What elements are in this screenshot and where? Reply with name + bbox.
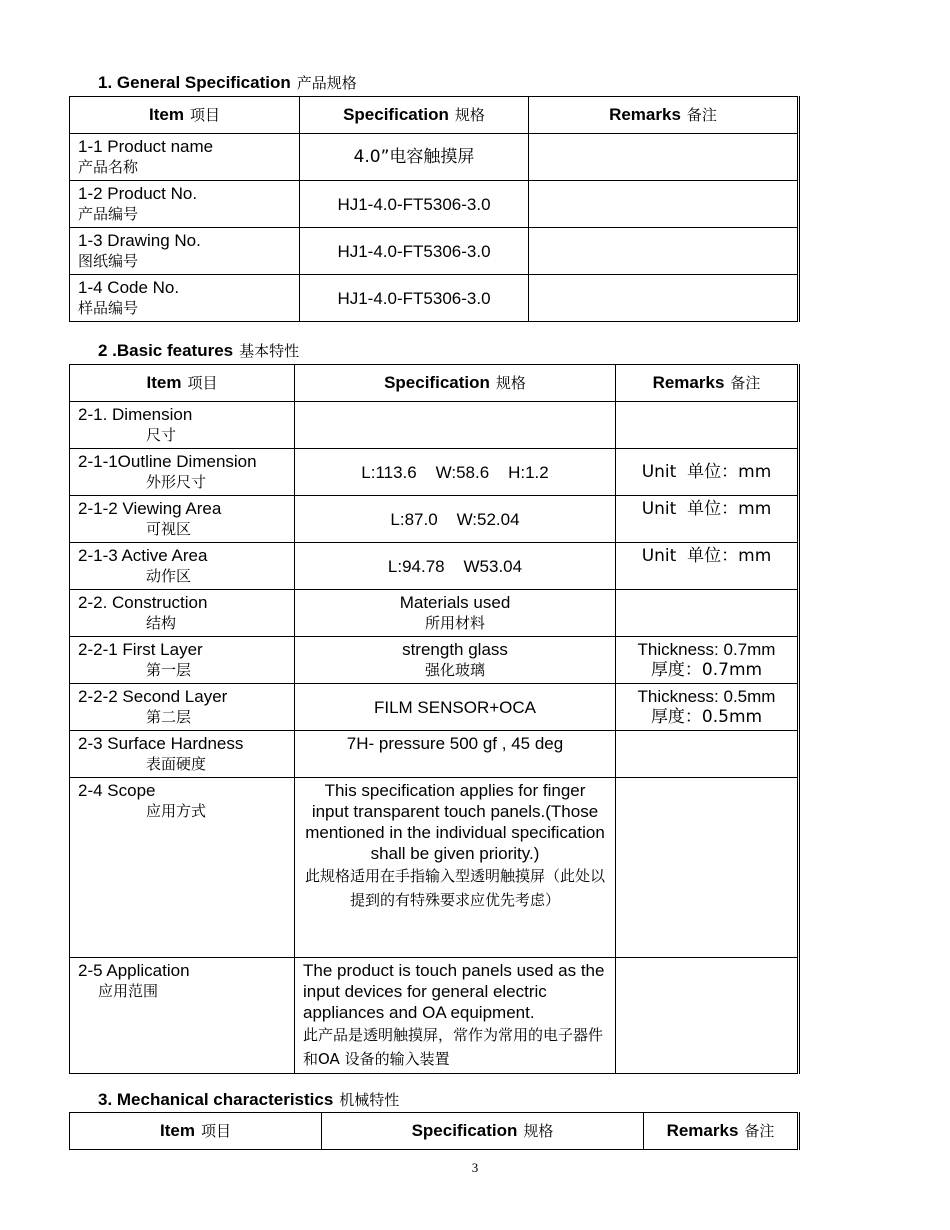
spec-cell: L:94.78 W53.04	[295, 543, 616, 590]
item-cell: 2-1-1Outline Dimension 外形尺寸	[70, 449, 295, 496]
remarks-cell	[616, 958, 799, 1074]
table-header-row	[70, 97, 799, 134]
item-cell: 2-1. Dimension 尺寸	[70, 402, 295, 449]
table-row	[70, 134, 799, 181]
remarks-cell: Unit 单位：mm	[616, 449, 799, 496]
remarks-cell	[529, 181, 799, 228]
header-remarks: Remarks 备注	[644, 1113, 799, 1150]
section2-title-cn: 基本特性	[239, 342, 300, 360]
remarks-cell	[529, 228, 799, 275]
table-row	[70, 958, 799, 1074]
spec-cell: 4.0”电容触摸屏	[300, 134, 529, 181]
header-spec: Specification 规格	[322, 1113, 644, 1150]
item-cell: 2-1-3 Active Area 动作区	[70, 543, 295, 590]
section1-title-cn: 产品规格	[296, 74, 357, 92]
spec-cell: The product is touch panels used as the input devices for general electric appliances and OA equipment. 此产品是透明触摸屏，常作为常用的电子器件和OA 设备的输入装置	[295, 958, 616, 1074]
general-spec-table	[69, 96, 800, 322]
remarks-cell	[616, 402, 799, 449]
table-row	[70, 275, 799, 322]
table-row	[70, 590, 799, 637]
table-row	[70, 181, 799, 228]
section3-heading	[98, 1089, 399, 1110]
mechanical-characteristics-table	[69, 1112, 800, 1150]
table-row	[70, 496, 799, 543]
spec-cell: HJ1-4.0-FT5306-3.0	[300, 275, 529, 322]
remarks-cell	[529, 275, 799, 322]
remarks-cell	[616, 590, 799, 637]
section2-title: 2 .Basic features	[98, 341, 234, 360]
remarks-cell	[616, 731, 799, 778]
section3-title-cn: 机械特性	[339, 1091, 400, 1109]
table-row	[70, 778, 799, 958]
page-number: 3	[471, 1160, 479, 1175]
spec-cell: This specification applies for finger input transparent touch panels.(Those mentioned in the individual specification shall be given priority.) 此规格适用在手指输入型透明触摸屏（此处以提到的有特殊要求应优先考虑）	[295, 778, 616, 958]
header-item: Item 项目	[70, 1113, 322, 1150]
item-cell: 2-4 Scope 应用方式	[70, 778, 295, 958]
item-cell: 2-2-2 Second Layer 第二层	[70, 684, 295, 731]
table-header-row	[70, 1113, 799, 1150]
header-remarks: Remarks 备注	[529, 97, 799, 134]
section3-title: 3. Mechanical characteristics	[98, 1090, 334, 1109]
remarks-cell	[529, 134, 799, 181]
table-row	[70, 402, 799, 449]
table-row	[70, 228, 799, 275]
spec-cell: FILM SENSOR+OCA	[295, 684, 616, 731]
remarks-cell: Thickness: 0.7mm 厚度：0.7mm	[616, 637, 799, 684]
item-cell: 1-4 Code No. 样品编号	[70, 275, 300, 322]
section1-title: 1. General Specification	[98, 73, 291, 92]
spec-cell: strength glass 强化玻璃	[295, 637, 616, 684]
spec-cell: L:113.6 W:58.6 H:1.2	[295, 449, 616, 496]
spec-cell: HJ1-4.0-FT5306-3.0	[300, 181, 529, 228]
remarks-cell: Unit 单位：mm	[616, 496, 799, 543]
header-item: Item 项目	[70, 365, 295, 402]
item-cell: 1-3 Drawing No. 图纸编号	[70, 228, 300, 275]
header-item: Item 项目	[70, 97, 300, 134]
remarks-cell	[616, 778, 799, 958]
header-remarks: Remarks 备注	[616, 365, 799, 402]
table-row	[70, 637, 799, 684]
table-header-row	[70, 365, 799, 402]
item-cell: 2-3 Surface Hardness 表面硬度	[70, 731, 295, 778]
table-row	[70, 731, 799, 778]
table-row	[70, 449, 799, 496]
spec-cell: Materials used 所用材料	[295, 590, 616, 637]
item-cell: 2-5 Application 应用范围	[70, 958, 295, 1074]
item-cell: 1-1 Product name 产品名称	[70, 134, 300, 181]
spec-cell: L:87.0 W:52.04	[295, 496, 616, 543]
spec-cell: 7H- pressure 500 gf , 45 deg	[295, 731, 616, 778]
item-cell: 2-2-1 First Layer 第一层	[70, 637, 295, 684]
item-cell: 1-2 Product No. 产品编号	[70, 181, 300, 228]
spec-cell: HJ1-4.0-FT5306-3.0	[300, 228, 529, 275]
header-spec: Specification 规格	[295, 365, 616, 402]
section1-heading	[98, 72, 357, 93]
table-row	[70, 684, 799, 731]
spec-cell	[295, 402, 616, 449]
table-row	[70, 543, 799, 590]
header-spec: Specification 规格	[300, 97, 529, 134]
item-cell: 2-1-2 Viewing Area 可视区	[70, 496, 295, 543]
remarks-cell: Thickness: 0.5mm 厚度：0.5mm	[616, 684, 799, 731]
basic-features-table	[69, 364, 800, 1074]
item-cell: 2-2. Construction 结构	[70, 590, 295, 637]
remarks-cell: Unit 单位：mm	[616, 543, 799, 590]
section2-heading	[98, 340, 299, 361]
